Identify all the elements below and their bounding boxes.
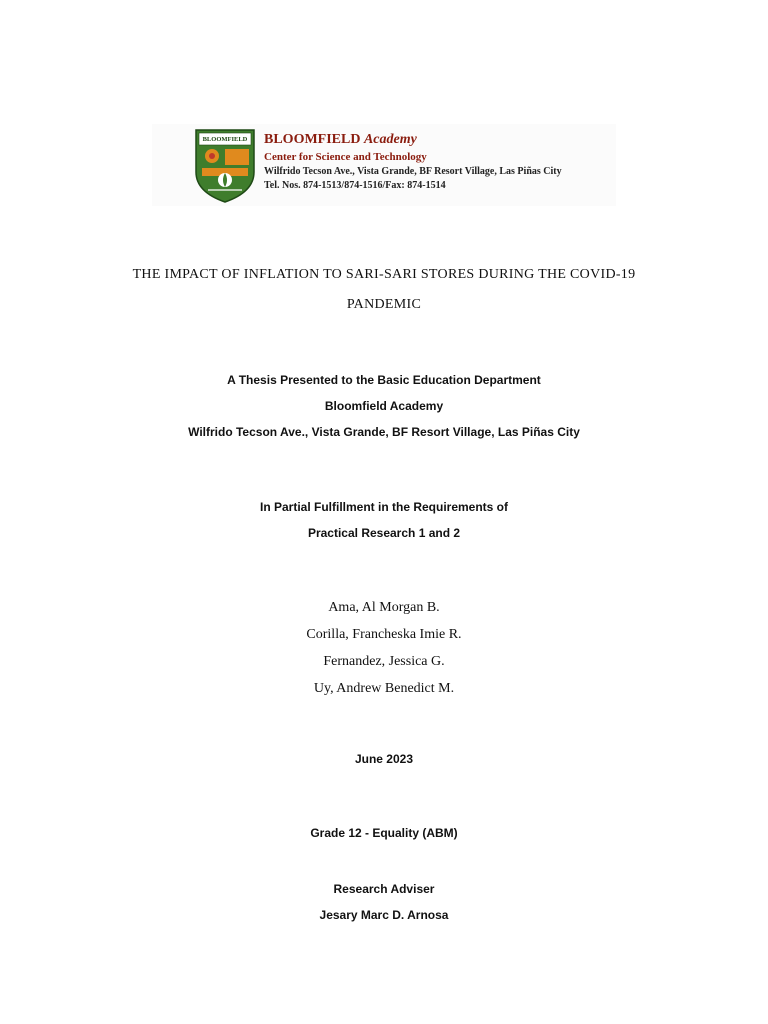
- fulfillment-block: [0, 494, 768, 546]
- school-name: BLOOMFIELD Academy: [264, 132, 417, 147]
- fulfillment-line-1: In Partial Fulfillment in the Requirements of: [259, 500, 509, 514]
- presentation-line-3: Wilfrido Tecson Ave., Vista Grande, BF Resort Village, Las Piñas City: [188, 425, 580, 439]
- school-address: Wilfrido Tecson Ave., Vista Grande, BF Resort Village, Las Piñas City: [264, 166, 562, 177]
- school-phones: Tel. Nos. 874-1513/874-1516/Fax: 874-1514: [264, 180, 446, 191]
- presentation-block: [0, 367, 768, 445]
- title-line-1: THE IMPACT OF INFLATION TO SARI-SARI STORES DURING THE COVID-19: [132, 267, 636, 282]
- adviser-block: [0, 876, 768, 928]
- author-name: Uy, Andrew Benedict M.: [313, 681, 455, 696]
- author-name: Corilla, Francheska Imie R.: [306, 627, 462, 642]
- grade-section: Grade 12 - Equality (ABM): [310, 826, 458, 840]
- presentation-line-2: Bloomfield Academy: [324, 399, 444, 413]
- thesis-title: [0, 260, 768, 320]
- submission-date: June 2023: [354, 752, 414, 766]
- authors-list: [0, 594, 768, 702]
- school-subtitle: Center for Science and Technology: [264, 151, 427, 163]
- presentation-line-1: A Thesis Presented to the Basic Education Department: [227, 373, 541, 387]
- fulfillment-line-2: Practical Research 1 and 2: [307, 526, 461, 540]
- letterhead: [152, 124, 616, 206]
- author-name: Ama, Al Morgan B.: [328, 600, 440, 615]
- author-name: Fernandez, Jessica G.: [323, 654, 445, 669]
- svg-text:BLOOMFIELD: BLOOMFIELD: [202, 136, 248, 143]
- title-line-2: PANDEMIC: [346, 297, 422, 312]
- adviser-name: Jesary Marc D. Arnosa: [319, 908, 449, 922]
- school-seal-logo: [194, 128, 256, 204]
- adviser-label: Research Adviser: [333, 882, 435, 896]
